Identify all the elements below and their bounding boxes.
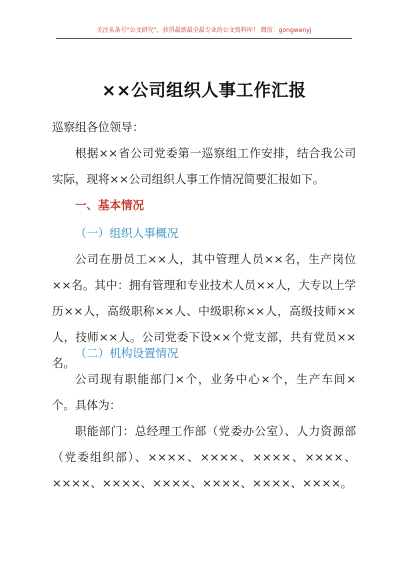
salutation: 巡察组各位领导： <box>52 120 144 134</box>
departments-paragraph: 职能部门：总经理工作部（党委办公室）、人力资源部（党委组织部）、××××、××××、××××、××××、××××、××××、××××、××××、××××、××××。 <box>52 424 356 490</box>
section-heading-basic-info: 一、基本情况 <box>75 198 144 212</box>
intro-paragraph: 根据××省公司党委第一巡察组工作安排，结合我公司实际，现将××公司组织人事工作情况简要汇报如下。 <box>52 146 356 186</box>
subheading-organization-structure: （二）机构设置情况 <box>75 346 179 360</box>
subheading-personnel-overview: （一）组织人事概况 <box>75 226 179 240</box>
personnel-overview-paragraph: 公司在册员工××人，其中管理人员××名，生产岗位××名。其中：拥有管理和专业技术人员××人，大专以上学历××人，高级职称××人、中级职称××人，高级技师××人，技师××人。公司党委下设××个党支部，共有党员××名。 <box>52 252 356 370</box>
header-banner: 关注头条号“公文研究”，获得最新最全最专业的公文资料库！ 微信：gongwenyj <box>96 27 312 34</box>
organization-structure-paragraph: 公司现有职能部门×个，业务中心×个，生产车间×个。具体为： <box>52 372 356 412</box>
document-title: ××公司组织人事工作汇报 <box>101 81 307 101</box>
header-divider <box>56 38 352 39</box>
